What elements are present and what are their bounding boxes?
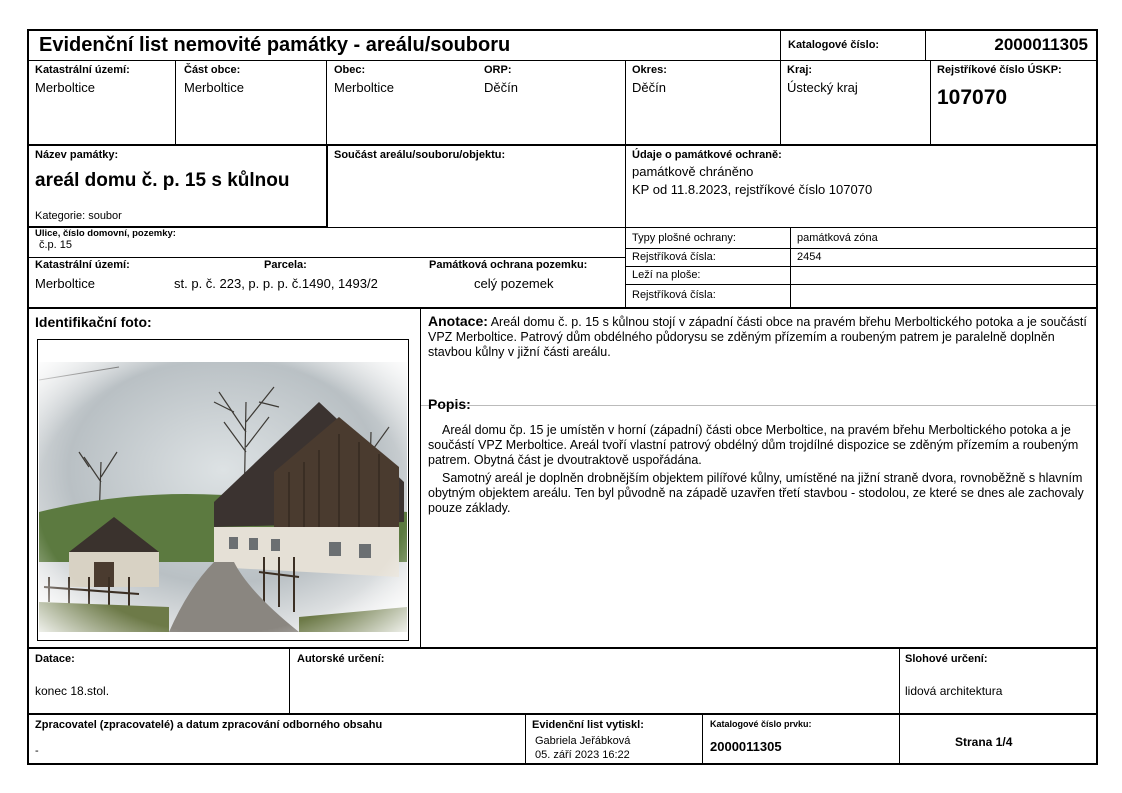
area-protection-type-value: památková zóna <box>797 232 878 244</box>
municipality-part-value: Merboltice <box>184 80 244 95</box>
region-label: Kraj: <box>787 64 813 76</box>
area-register-2-label: Rejstříková čísla: <box>632 289 716 301</box>
photo-label: Identifikační foto: <box>35 314 152 330</box>
processor-label: Zpracovatel (zpracovatelé) a datum zpracování odborného obsahu <box>35 719 383 731</box>
monument-category: Kategorie: soubor <box>35 210 122 222</box>
annotation-label: Anotace: <box>428 313 488 329</box>
municipality-part-label: Část obce: <box>184 64 241 76</box>
municipality-label: Obec: <box>334 64 366 76</box>
street-value: č.p. 15 <box>39 239 73 251</box>
monument-name-label: Název památky: <box>35 149 119 161</box>
catalog-number-label: Katalogové číslo: <box>788 39 880 51</box>
item-catalog-label: Katalogové číslo prvku: <box>710 719 812 729</box>
protection-label: Údaje o památkové ochraně: <box>632 149 782 161</box>
dating-label: Datace: <box>35 653 75 665</box>
parcel-label: Parcela: <box>264 259 307 271</box>
register-number-value: 107070 <box>937 86 1008 109</box>
protection-detail: KP od 11.8.2023, rejstříkové číslo 107070 <box>632 182 873 197</box>
document-title: Evidenční list nemovité památky - areálu/souboru <box>39 34 511 56</box>
processor-value: - <box>35 745 39 757</box>
cadastral-value: Merboltice <box>35 80 95 95</box>
region-value: Ústecký kraj <box>787 80 858 95</box>
printed-date: 05. září 2023 16:22 <box>535 749 630 761</box>
catalog-number: 2000011305 <box>994 35 1088 54</box>
land-protection-value: celý pozemek <box>474 276 554 291</box>
register-number-label: Rejstříkové číslo ÚSKP: <box>937 64 1062 76</box>
annotation-block <box>428 314 1088 360</box>
lies-on-area-label: Leží na ploše: <box>632 269 701 281</box>
printed-by-label: Evidenční list vytiskl: <box>532 719 644 731</box>
style-value: lidová architektura <box>905 684 1003 698</box>
item-catalog-value: 2000011305 <box>710 739 782 754</box>
style-label: Slohové určení: <box>905 653 988 665</box>
dating-value: konec 18.stol. <box>35 684 110 698</box>
parcel-value: st. p. č. 223, p. p. p. č.1490, 1493/2 <box>174 276 378 291</box>
land-protection-label: Památková ochrana pozemku: <box>429 259 588 271</box>
orp-value: Děčín <box>484 80 518 95</box>
description-label: Popis: <box>428 396 471 412</box>
orp-label: ORP: <box>484 64 512 76</box>
page-number: Strana 1/4 <box>955 735 1013 749</box>
part-of-label: Součást areálu/souboru/objektu: <box>334 149 506 161</box>
address-cadastral-label: Katastrální území: <box>35 259 130 271</box>
description-paragraph-2: Samotný areál je doplněn drobnějším objektem pilířové kůlny, umístěné na jižní straně dvora, rovnoběžně s hlavním obytným objektem areálu. Ten byl původně na západě uzavřen třetí stavbou - stodolou, ze které se dnes ale zachovaly pouze základy. <box>428 471 1084 515</box>
district-value: Děčín <box>632 80 666 95</box>
area-register-value: 2454 <box>797 251 822 263</box>
printed-by-name: Gabriela Jeřábková <box>535 735 631 747</box>
record-sheet <box>27 29 1098 765</box>
identification-photo <box>37 339 409 641</box>
address-cadastral-value: Merboltice <box>35 276 95 291</box>
municipality-value: Merboltice <box>334 80 394 95</box>
author-label: Autorské určení: <box>297 653 385 665</box>
description-paragraph-1: Areál domu čp. 15 je umístěn v horní (západní) části obce Merboltice, na pravém břehu Merboltického potoka a je součástí VPZ Merboltice. Areál tvoří vlastní patrový obdélný dům trojdílné dispozice se zděným přízemím a roubeným patrem. Obytná část je dvoutraktově uspořádána. <box>428 423 1079 467</box>
district-label: Okres: <box>632 64 667 76</box>
annotation-text: Areál domu č. p. 15 s kůlnou stojí v západní části obce na pravém břehu Merboltického potoka a je součástí VPZ Merboltice. Patrový dům obdélného půdorysu se zděným přízemím a roubeným patrem je paralelně doplněn stavbou kůlny v jižní části areálu. <box>428 315 1087 359</box>
farmhouse-photo <box>39 362 407 632</box>
monument-name: areál domu č. p. 15 s kůlnou <box>35 170 290 191</box>
cadastral-label: Katastrální území: <box>35 64 130 76</box>
protection-status: památkově chráněno <box>632 164 754 179</box>
area-register-label: Rejstříková čísla: <box>632 251 716 263</box>
area-protection-type-label: Typy plošné ochrany: <box>632 232 736 244</box>
street-label: Ulice, číslo domovní, pozemky: <box>35 228 176 239</box>
